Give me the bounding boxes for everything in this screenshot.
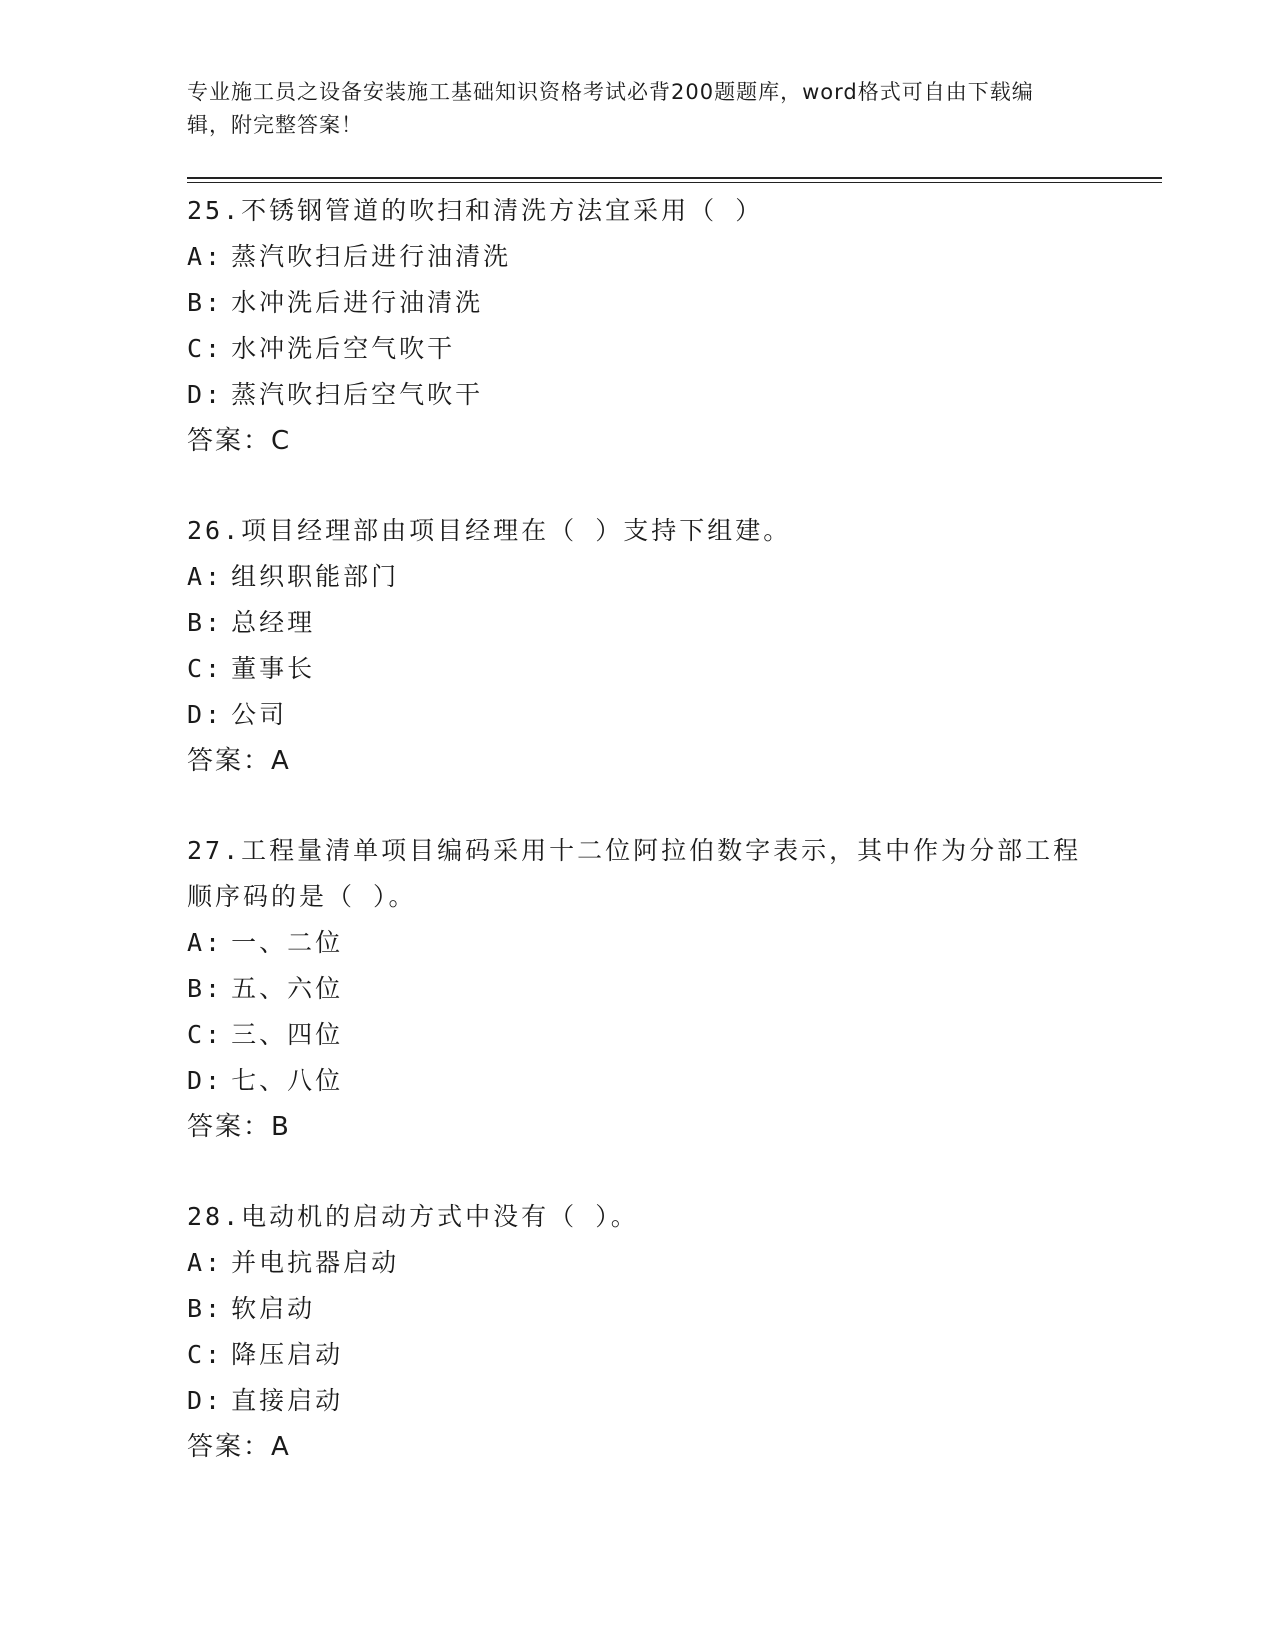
option-text: 并电抗器启动	[231, 1248, 400, 1277]
option-letter: C:	[187, 334, 224, 363]
document-header: 专业施工员之设备安装施工基础知识资格考试必背200题题库，word格式可自由下载编辑，附完整答案！	[187, 80, 1034, 137]
option-text: 三、四位	[231, 1020, 344, 1049]
option-letter: C:	[187, 654, 224, 683]
option-b	[187, 600, 1087, 646]
option-c	[187, 646, 1087, 692]
question-28	[187, 1194, 1087, 1470]
question-stem: 25.不锈钢管道的吹扫和清洗方法宜采用（ ）	[187, 196, 764, 225]
option-letter: A:	[187, 1248, 224, 1277]
answer-label: 答案：	[187, 1432, 272, 1462]
option-text: 五、六位	[231, 974, 344, 1003]
option-letter: B:	[187, 608, 224, 637]
option-text: 直接启动	[231, 1386, 344, 1415]
option-text: 公司	[231, 700, 288, 729]
option-d	[187, 1378, 1087, 1424]
answer-value: B	[271, 1112, 291, 1142]
option-letter: D:	[187, 380, 224, 409]
answer-line	[187, 1104, 1087, 1150]
answer-line	[187, 1424, 1087, 1470]
option-text: 蒸汽吹扫后进行油清洗	[231, 242, 512, 271]
option-letter: D:	[187, 700, 224, 729]
option-b	[187, 280, 1087, 326]
answer-value: A	[271, 1432, 291, 1462]
question-25	[187, 188, 1087, 464]
answer-label: 答案：	[187, 746, 272, 776]
question-list	[187, 188, 1087, 1514]
question-stem: 27.工程量清单项目编码采用十二位阿拉伯数字表示，其中作为分部工程顺序码的是（ ）。	[187, 836, 1082, 911]
answer-value: C	[271, 426, 292, 456]
question-26	[187, 508, 1087, 784]
question-stem: 28.电动机的启动方式中没有（ ）。	[187, 1202, 639, 1231]
option-text: 软启动	[231, 1294, 316, 1323]
option-letter: A:	[187, 562, 224, 591]
option-b	[187, 1286, 1087, 1332]
option-letter: C:	[187, 1340, 224, 1369]
option-d	[187, 1058, 1087, 1104]
option-letter: D:	[187, 1066, 224, 1095]
option-letter: B:	[187, 288, 224, 317]
option-c	[187, 1332, 1087, 1378]
option-letter: B:	[187, 974, 224, 1003]
option-text: 水冲洗后进行油清洗	[231, 288, 484, 317]
option-text: 七、八位	[231, 1066, 344, 1095]
option-a	[187, 920, 1087, 966]
option-text: 一、二位	[231, 928, 344, 957]
option-letter: A:	[187, 242, 224, 271]
option-text: 降压启动	[231, 1340, 344, 1369]
option-a	[187, 1240, 1087, 1286]
option-c	[187, 326, 1087, 372]
answer-label: 答案：	[187, 426, 272, 456]
answer-label: 答案：	[187, 1112, 272, 1142]
question-27	[187, 828, 1087, 1150]
option-letter: B:	[187, 1294, 224, 1323]
option-text: 总经理	[231, 608, 316, 637]
question-stem: 26.项目经理部由项目经理在（ ）支持下组建。	[187, 516, 792, 545]
option-a	[187, 234, 1087, 280]
option-b	[187, 966, 1087, 1012]
document-page	[187, 0, 1162, 1650]
option-a	[187, 554, 1087, 600]
option-letter: A:	[187, 928, 224, 957]
option-text: 蒸汽吹扫后空气吹干	[231, 380, 484, 409]
option-d	[187, 692, 1087, 738]
answer-line	[187, 418, 1087, 464]
answer-value: A	[271, 746, 291, 776]
answer-line	[187, 738, 1087, 784]
option-text: 水冲洗后空气吹干	[231, 334, 456, 363]
option-text: 董事长	[231, 654, 316, 683]
option-c	[187, 1012, 1087, 1058]
option-letter: C:	[187, 1020, 224, 1049]
option-letter: D:	[187, 1386, 224, 1415]
option-d	[187, 372, 1087, 418]
header-divider	[187, 177, 1162, 183]
option-text: 组织职能部门	[231, 562, 400, 591]
